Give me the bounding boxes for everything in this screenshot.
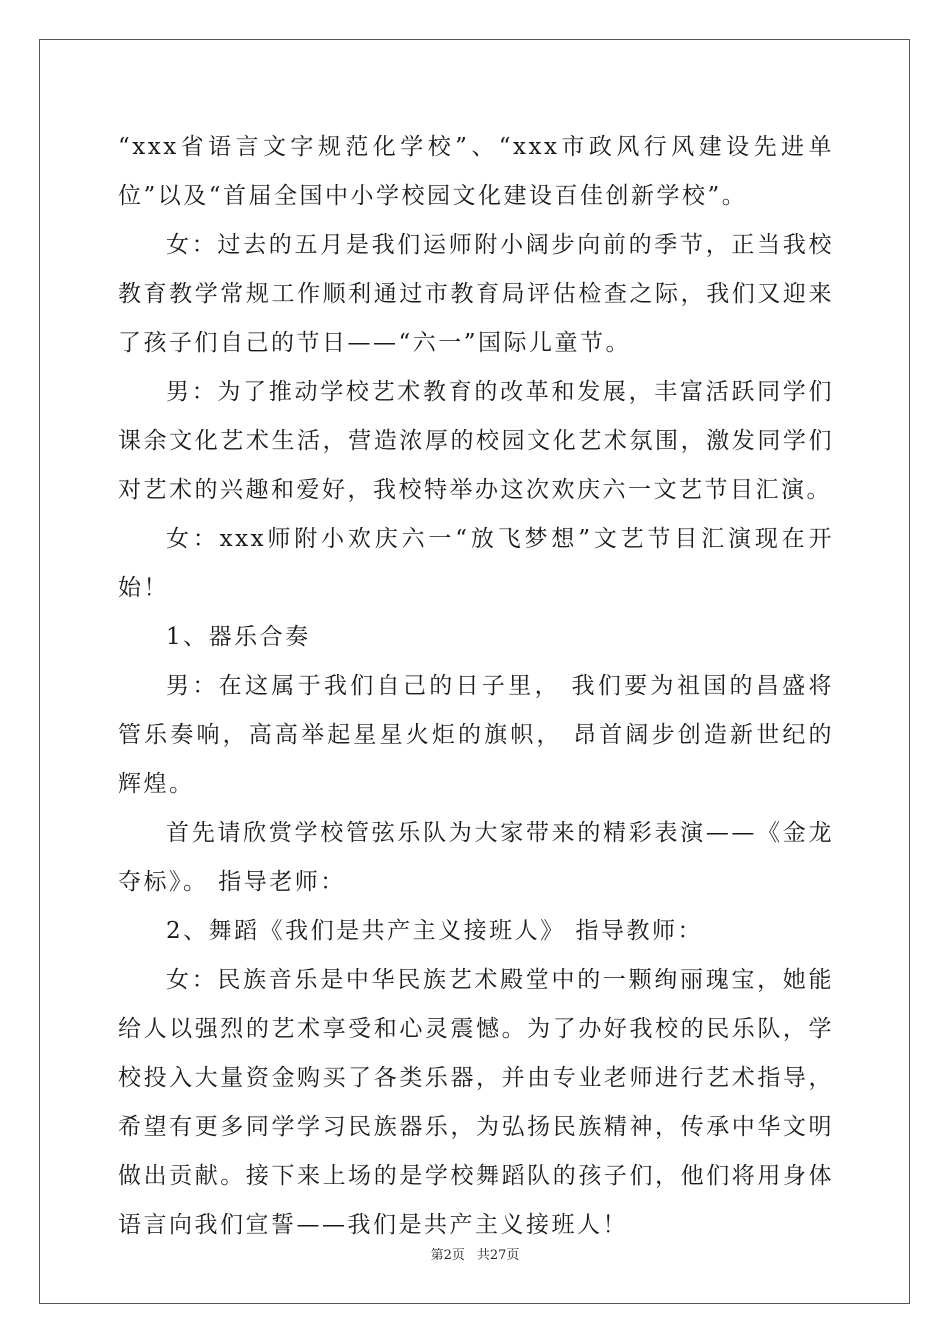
page-number: 第2页 bbox=[430, 1248, 465, 1263]
page-footer bbox=[0, 1246, 950, 1266]
section-heading-1: 1、器乐合奏 bbox=[166, 624, 311, 650]
paragraph-4: 女：xxx师附小欢庆六一“放飞梦想”文艺节目汇演现在开始！ bbox=[118, 526, 834, 601]
paragraph-5: 男：在这属于我们自己的日子里， 我们要为祖国的昌盛将管乐奏响，高高举起星星火炬的旗帜， 昂首阔步创造新世纪的辉煌。 bbox=[118, 673, 834, 797]
paragraph-2: 女：过去的五月是我们运师附小阔步向前的季节，正当我校教育教学常规工作顺利通过市教育局评估检查之际，我们又迎来了孩子们自己的节日——“六一”国际儿童节。 bbox=[118, 232, 834, 356]
paragraph-6: 首先请欣赏学校管弦乐队为大家带来的精彩表演——《金龙夺标》。 指导老师： bbox=[118, 820, 834, 895]
paragraph-3: 男：为了推动学校艺术教育的改革和发展，丰富活跃同学们课余文化艺术生活，营造浓厚的校园文化艺术氛围，激发同学们对艺术的兴趣和爱好，我校特举办这次欢庆六一文艺节目汇演。 bbox=[118, 379, 834, 503]
paragraph-1: “xxx省语言文字规范化学校”、“xxx市政风行风建设先进单位”以及“首届全国中小学校园文化建设百佳创新学校”。 bbox=[118, 134, 834, 209]
section-heading-2: 2、舞蹈《我们是共产主义接班人》 指导教师： bbox=[166, 918, 703, 944]
document-body bbox=[118, 123, 834, 1250]
page-total: 共27页 bbox=[476, 1248, 520, 1263]
paragraph-7: 女：民族音乐是中华民族艺术殿堂中的一颗绚丽瑰宝，她能给人以强烈的艺术享受和心灵震憾。为了办好我校的民乐队，学校投入大量资金购买了各类乐器，并由专业老师进行艺术指导，希望有更多同学学习民族器乐，为弘扬民族精神，传承中华文明做出贡献。接下来上场的是学校舞蹈队的孩子们，他们将用身体语言向我们宣誓——我们是共产主义接班人！ bbox=[118, 967, 834, 1238]
